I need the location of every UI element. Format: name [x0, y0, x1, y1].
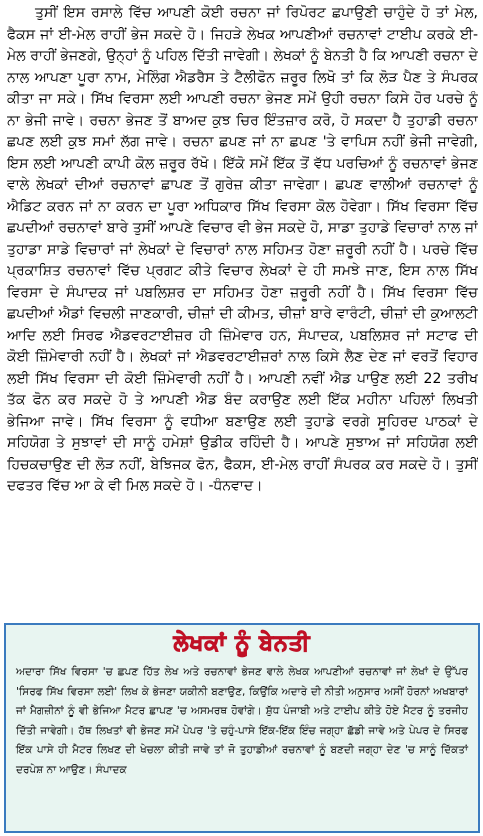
- notice-title: ਲੇਖਕਾਂ ਨੂੰ ਬੇਨਤੀ: [173, 631, 311, 656]
- article-body: ਤੁਸੀਂ ਇਸ ਰਸਾਲੇ ਵਿੱਚ ਆਪਣੀ ਕੋਈ ਰਚਨਾ ਜਾਂ ਰਿਪੋਰਟ ਛਪਾਉਣੀ ਚਾਹੁੰਦੇ ਹੋ ਤਾਂ ਮੇਲ, ਫੈਕਸ ਜਾਂ ਈ-ਮੇਲ ਰਾਹੀਂ ਭੇਜ ਸਕਦੇ ਹੋ। ਜਿਹੜੇ ਲੇਖਕ ਆਪਣੀਆਂ ਰਚਨਾਵਾਂ ਟਾਈਪ ਕਰਕੇ ਈ-ਮੇਲ ਰਾਹੀਂ ਭੇਜਣਗੇ, ਉਨ੍ਹਾਂ ਨੂੰ ਪਹਿਲ ਦਿੱਤੀ ਜਾਵੇਗੀ। ਲੇਖਕਾਂ ਨੂੰ ਬੇਨਤੀ ਹੈ ਕਿ ਆਪਣੀ ਰਚਨਾ ਦੇ ਨਾਲ ਆਪਣਾ ਪੂਰਾ ਨਾਮ, ਮੇਲਿੰਗ ਐਡਰੈਸ ਤੇ ਟੈਲੀਫੋਨ ਜ਼ਰੂਰ ਲਿਖੋ ਤਾਂ ਕਿ ਲੋੜ ਪੈਣ ਤੇ ਸੰਪਰਕ ਕੀਤਾ ਜਾ ਸਕੇ। ਸਿੱਖ ਵਿਰਸਾ ਲਈ ਆਪਣੀ ਰਚਨਾ ਭੇਜਣ ਸਮੇਂ ਉਹੀ ਰਚਨਾ ਕਿਸੇ ਹੋਰ ਪਰਚੇ ਨੂੰ ਨਾ ਭੇਜੀ ਜਾਵੇ। ਰਚਨਾ ਭੇਜਣ ਤੋਂ ਬਾਅਦ ਕੁਝ ਚਿਰ ਇੰਤਜ਼ਾਰ ਕਰੋ, ਹੋ ਸਕਦਾ ਹੈ ਤੁਹਾਡੀ ਰਚਨਾ ਛਪਣ ਲਈ ਕੁਝ ਸਮਾਂ ਲੱਗ ਜਾਵੇ। ਰਚਨਾ ਛਪਣ ਜਾਂ ਨਾ ਛਪਣ 'ਤੇ ਵਾਪਿਸ ਨਹੀਂ ਭੇਜੀ ਜਾਵੇਗੀ, ਇਸ ਲਈ ਆਪਣੀ ਕਾਪੀ ਕੋਲ ਜ਼ਰੂਰ ਰੱਖੋ। ਇੱਕੋ ਸਮੇਂ ਇੱਕ ਤੋਂ ਵੱਧ ਪਰਚਿਆਂ ਨੂੰ ਰਚਨਾਵਾਂ ਭੇਜਣ ਵਾਲੇ ਲੇਖਕਾਂ ਦੀਆਂ ਰਚਨਾਵਾਂ ਛਾਪਣ ਤੋਂ ਗੁਰੇਜ਼ ਕੀਤਾ ਜਾਵੇਗਾ। ਛਪਣ ਵਾਲੀਆਂ ਰਚਨਾਵਾਂ ਨੂੰ ਐਡਿਟ ਕਰਨ ਜਾਂ ਨਾ ਕਰਨ ਦਾ ਪੂਰਾ ਅਧਿਕਾਰ ਸਿੱਖ ਵਿਰਸਾ ਕੋਲ ਹੋਵੇਗਾ। ਸਿੱਖ ਵਿਰਸਾ ਵਿੱਚ ਛਪਦੀਆਂ ਰਚਨਾਵਾਂ ਬਾਰੇ ਤੁਸੀਂ ਆਪਣੇ ਵਿਚਾਰ ਵੀ ਭੇਜ ਸਕਦੇ ਹੋ, ਸਾਡਾ ਤੁਹਾਡੇ ਵਿਚਾਰਾਂ ਨਾਲ ਜਾਂ ਤੁਹਾਡਾ ਸਾਡੇ ਵਿਚਾਰਾਂ ਜਾਂ ਲੇਖਕਾਂ ਦੇ ਵਿਚਾਰਾਂ ਨਾਲ ਸਹਿਮਤ ਹੋਣਾ ਜ਼ਰੂਰੀ ਨਹੀਂ ਹੈ। ਪਰਚੇ ਵਿੱਚ ਪ੍ਰਕਾਸ਼ਿਤ ਰਚਨਾਵਾਂ ਵਿੱਚ ਪ੍ਰਗਟ ਕੀਤੇ ਵਿਚਾਰ ਲੇਖਕਾਂ ਦੇ ਹੀ ਸਮਝੇ ਜਾਣ, ਇਸ ਨਾਲ ਸਿੱਖ ਵਿਰਸਾ ਦੇ ਸੰਪਾਦਕ ਜਾਂ ਪਬਲਿਸ਼ਰ ਦਾ ਸਹਿਮਤ ਹੋਣਾ ਜ਼ਰੂਰੀ ਨਹੀਂ ਹੈ। ਸਿੱਖ ਵਿਰਸਾ ਵਿੱਚ ਛਪਦੀਆਂ ਐਡਾਂ ਵਿਚਲੀ ਜਾਣਕਾਰੀ, ਚੀਜ਼ਾਂ ਦੀ ਕੀਮਤ, ਚੀਜ਼ਾਂ ਬਾਰੇ ਵਾਰੰਟੀ, ਚੀਜ਼ਾਂ ਦੀ ਕੁਆਲਟੀ ਆਦਿ ਲਈ ਸਿਰਫ ਐਡਵਰਟਾਈਜ਼ਰ ਹੀ ਜ਼ਿੰਮੇਵਾਰ ਹਨ, ਸੰਪਾਦਕ, ਪਬਲਿਸ਼ਰ ਜਾਂ ਸਟਾਫ ਦੀ ਕੋਈ ਜ਼ਿੰਮੇਵਾਰੀ ਨਹੀਂ ਹੈ। ਲੇਖਕਾਂ ਜਾਂ ਐਡਵਰਟਾਈਜ਼ਰਾਂ ਨਾਲ ਕਿਸੇ ਲੈਣ ਦੇਣ ਜਾਂ ਵਰਤੋਂ ਵਿਹਾਰ ਲਈ ਸਿੱਖ ਵਿਰਸਾ ਦੀ ਕੋਈ ਜ਼ਿੰਮੇਵਾਰੀ ਨਹੀਂ ਹੈ। ਆਪਣੀ ਨਵੀਂ ਐਡ ਪਾਉਣ ਲਈ 22 ਤਰੀਖ ਤੱਕ ਫੋਨ ਕਰ ਸਕਦੇ ਹੋ ਤੇ ਆਪਣੀ ਐਡ ਬੰਦ ਕਰਾਉਣ ਲਈ ਇੱਕ ਮਹੀਨਾ ਪਹਿਲਾਂ ਲਿਖਤੀ ਭੇਜਿਆ ਜਾਵੇ। ਸਿੱਖ ਵਿਰਸਾ ਨੂੰ ਵਧੀਆ ਬਣਾਉਣ ਲਈ ਤੁਹਾਡੇ ਵਰਗੇ ਸੂਹਿਰਦ ਪਾਠਕਾਂ ਦੇ ਸਹਿਯੋਗ ਤੇ ਸੁਝਾਵਾਂ ਦੀ ਸਾਨੂੰ ਹਮੇਸ਼ਾਂ ਉਡੀਕ ਰਹਿੰਦੀ ਹੈ। ਆਪਣੇ ਸੁਝਾਅ ਜਾਂ ਸਹਿਯੋਗ ਲਈ ਹਿਚਕਚਾਉਣ ਦੀ ਲੋੜ ਨਹੀਂ, ਬੇਝਿਜਕ ਫੋਨ, ਫੈਕਸ, ਈ-ਮੇਲ ਰਾਹੀਂ ਸੰਪਰਕ ਕਰ ਸਕਦੇ ਹੋ। ਤੁਸੀਂ ਦਫਤਰ ਵਿੱਚ ਆ ਕੇ ਵੀ ਮਿਲ ਸਕਦੇ ਹੋ। -ਧੰਨਵਾਦ।: [7, 5, 478, 494]
- notice-box: [4, 623, 480, 833]
- notice-body: ਅਦਾਰਾ ਸਿੱਖ ਵਿਰਸਾ 'ਚ ਛਪਣ ਹਿੱਤ ਲੇਖ ਅਤੇ ਰਚਨਾਵਾਂ ਭੇਜਣ ਵਾਲੇ ਲੇਖਕ ਆਪਣੀਆਂ ਰਚਨਾਵਾਂ ਜਾਂ ਲੇਖਾਂ ਦੇ ਉੱਪਰ 'ਸਿਰਫ ਸਿੱਖ ਵਿਰਸਾ ਲਈ' ਲਿਖ ਕੇ ਭੇਜਣਾ ਯਕੀਨੀ ਬਣਾਉਣ, ਕਿਉਂਕਿ ਅਦਾਰੇ ਦੀ ਨੀਤੀ ਅਨੁਸਾਰ ਅਸੀਂ ਹੋਰਨਾਂ ਅਖਬਾਰਾਂ ਜਾਂ ਮੈਗਜ਼ੀਨਾਂ ਨੂੰ ਵੀ ਭੇਜਿਆ ਮੈਟਰ ਛਾਪਣ 'ਚ ਅਸਮਰਥ ਹੋਵਾਂਗੇ। ਸ਼ੁੱਧ ਪੰਜਾਬੀ ਅਤੇ ਟਾਈਪ ਕੀਤੇ ਹੋਏ ਮੈਟਰ ਨੂੰ ਤਰਜੀਹ ਦਿੱਤੀ ਜਾਵੇਗੀ। ਹੱਥ ਲਿਖਤਾਂ ਵੀ ਭੇਜਣ ਸਮੇਂ ਪੇਪਰ 'ਤੇ ਚਹੁੰ-ਪਾਸੇ ਇੱਕ-ਇੱਕ ਇੰਚ ਜਗ੍ਹਾ ਛੱਡੀ ਜਾਵੇ ਅਤੇ ਪੇਪਰ ਦੇ ਸਿਰਫ ਇੱਕ ਪਾਸੇ ਹੀ ਮੈਟਰ ਲਿਖਣ ਦੀ ਖੇਚਲਾ ਕੀਤੀ ਜਾਵੇ ਤਾਂ ਜੋ ਤੁਹਾਡੀਆਂ ਰਚਨਾਵਾਂ ਨੂੰ ਬਣਦੀ ਜਗ੍ਹਾ ਦੇਣ 'ਚ ਸਾਨੂੰ ਦਿੱਕਤਾਂ ਦਰਪੇਸ਼ ਨਾ ਆਉਣ। ਸੰਪਾਦਕ: [16, 666, 468, 776]
